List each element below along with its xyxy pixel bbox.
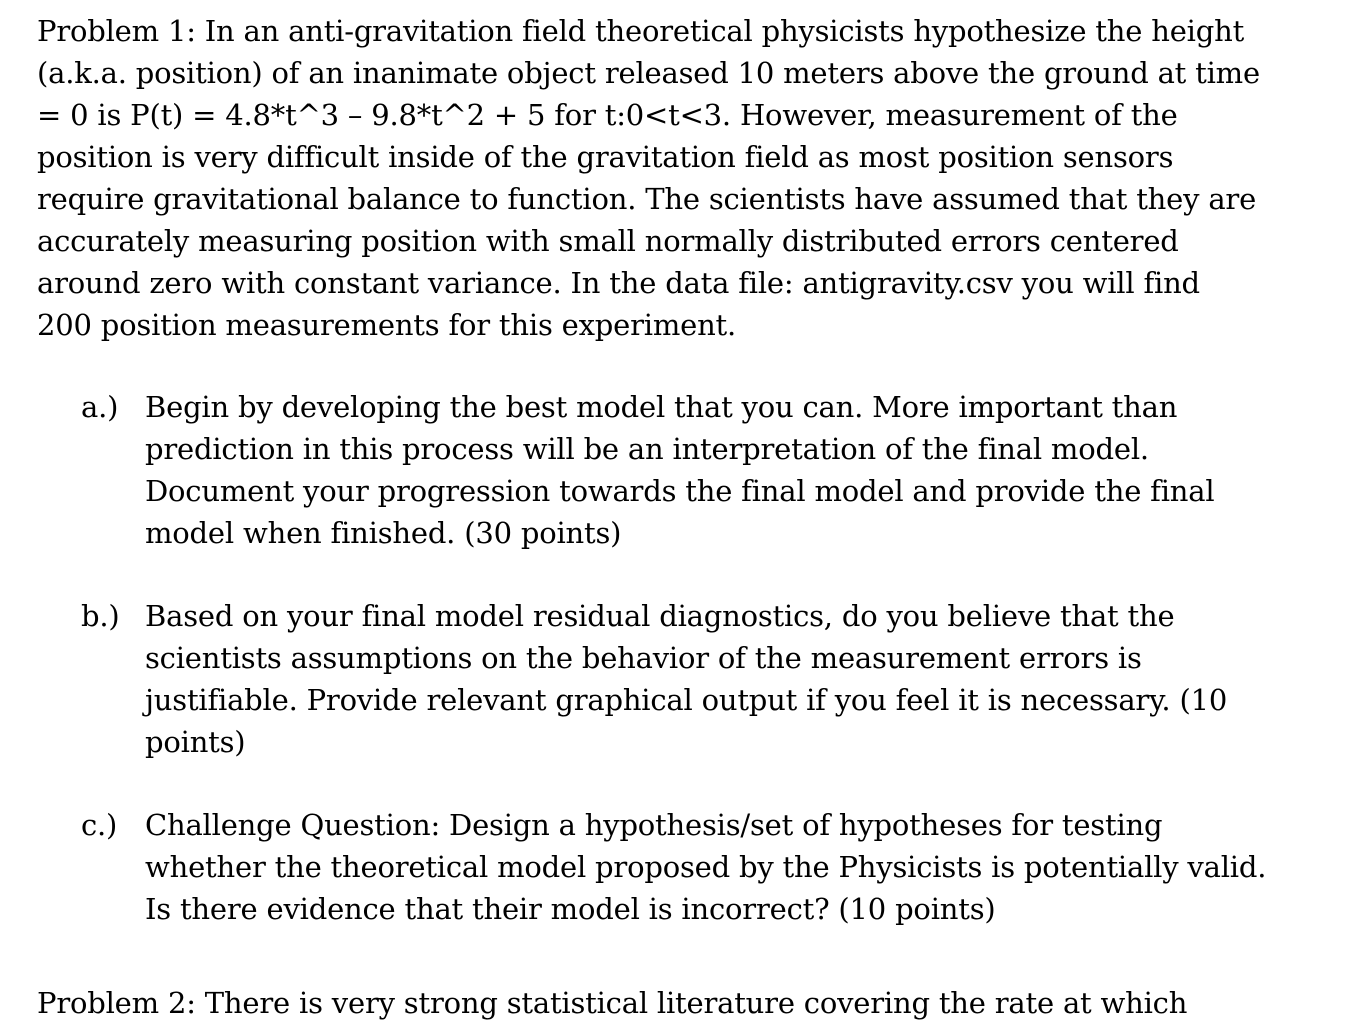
part-body [145,595,1337,763]
text-line: require gravitational balance to function. The scientists have assumed that they are [37,182,1257,216]
text-line: justifiable. Provide relevant graphical output if you feel it is necessary. (10 [145,683,1228,717]
text-line: Challenge Question: Design a hypothesis/set of hypotheses for testing [145,808,1163,842]
part-label: b.) [81,599,120,633]
part-a [37,386,1337,554]
text-line: position is very difficult inside of the gravitation field as most position sensors [37,140,1174,174]
part-label: c.) [81,808,118,842]
text-line: scientists assumptions on the behavior of the measurement errors is [145,641,1142,675]
text-line: points) [145,725,246,759]
part-body [145,804,1337,930]
text-line: (a.k.a. position) of an inanimate object released 10 meters above the ground at time [37,56,1260,90]
text-line: prediction in this process will be an interpretation of the final model. [145,432,1149,466]
text-line: Problem 1: In an anti-gravitation field theoretical physicists hypothesize the height [37,14,1245,48]
problem-1-statement [37,10,1337,346]
document-page [37,10,1337,971]
problem-1-parts [37,386,1337,930]
part-body [145,386,1337,554]
text-line: accurately measuring position with small normally distributed errors centered [37,224,1179,258]
text-line: around zero with constant variance. In the data file: antigravity.csv you will find [37,266,1200,300]
part-c [37,804,1337,930]
problem-2-partial-line: Problem 2: There is very strong statistical literature covering the rate at which [37,986,1188,1020]
text-line: 200 position measurements for this experiment. [37,308,737,342]
text-line: whether the theoretical model proposed by the Physicists is potentially valid. [145,850,1267,884]
text-line: Based on your final model residual diagnostics, do you believe that the [145,599,1175,633]
text-line: Document your progression towards the final model and provide the final [145,474,1215,508]
part-b [37,595,1337,763]
text-line: model when finished. (30 points) [145,516,622,550]
text-line: = 0 is P(t) = 4.8*t^3 – 9.8*t^2 + 5 for t:0<t<3. However, measurement of the [37,98,1178,132]
text-line: Is there evidence that their model is incorrect? (10 points) [145,892,996,926]
text-line: Begin by developing the best model that you can. More important than [145,390,1178,424]
part-label: a.) [81,390,119,424]
